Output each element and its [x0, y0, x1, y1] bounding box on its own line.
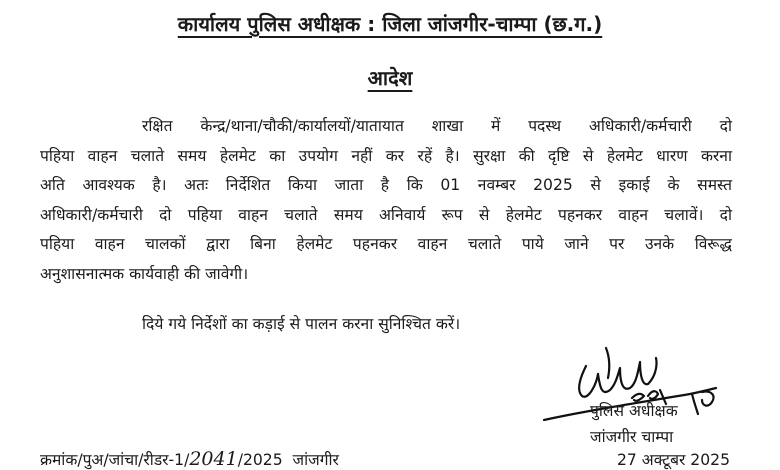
signatory-district: जांजगीर चाम्पा: [590, 428, 674, 446]
body-line: पहिया वाहन चालकों द्वारा बिना हेलमेट पहनकर वाहन चलाते पाये जाने पर उनके विरूद्ध: [40, 235, 732, 254]
body-line: अधिकारी/कर्मचारी दो पहिया वाहन चलाते समय अनिवार्य रूप से हेलमेट पहनकर वाहन चलावें। दो: [40, 205, 732, 224]
office-heading-text: कार्यालय पुलिस अधीक्षक : जिला जांजगीर-चाम्पा (छ.ग.): [177, 12, 603, 36]
body-line: रक्षित केन्द्र/थाना/चौकी/कार्यालयों/यातायात शाखा में पदस्थ अधिकारी/कर्मचारी दो: [142, 117, 732, 135]
order-date: 27 अक्टूबर 2025: [617, 451, 730, 469]
office-heading: [0, 10, 780, 37]
compliance-instruction: दिये गये निर्देशों का कड़ाई से पालन करना सुनिश्चित करें।: [142, 315, 461, 333]
order-title-text: आदेश: [367, 66, 413, 90]
signature-block: [590, 398, 678, 450]
reference-number: [40, 448, 339, 470]
body-line: अति आवश्यक है। अतः निर्देशित किया जाता है कि 01 नवम्बर 2025 से इकाई के समस्त: [40, 176, 732, 195]
order-body: [40, 112, 732, 290]
reference-prefix: क्रमांक/पुअ/जांचा/रीडर-1/: [40, 451, 190, 469]
body-line: अनुशासनात्मक कार्यवाही की जावेगी।: [40, 264, 249, 283]
order-title: [0, 64, 780, 91]
signatory-designation: पुलिस अधीक्षक: [590, 402, 678, 420]
body-line: पहिया वाहन चलाते समय हेलमेट का उपयोग नहीं कर रहें है। सुरक्षा की दृष्टि से हेलमेट धारण करना: [40, 146, 732, 165]
reference-handwritten-number: 2041: [189, 448, 238, 470]
reference-suffix: /2025 जांजगीर: [237, 451, 339, 469]
